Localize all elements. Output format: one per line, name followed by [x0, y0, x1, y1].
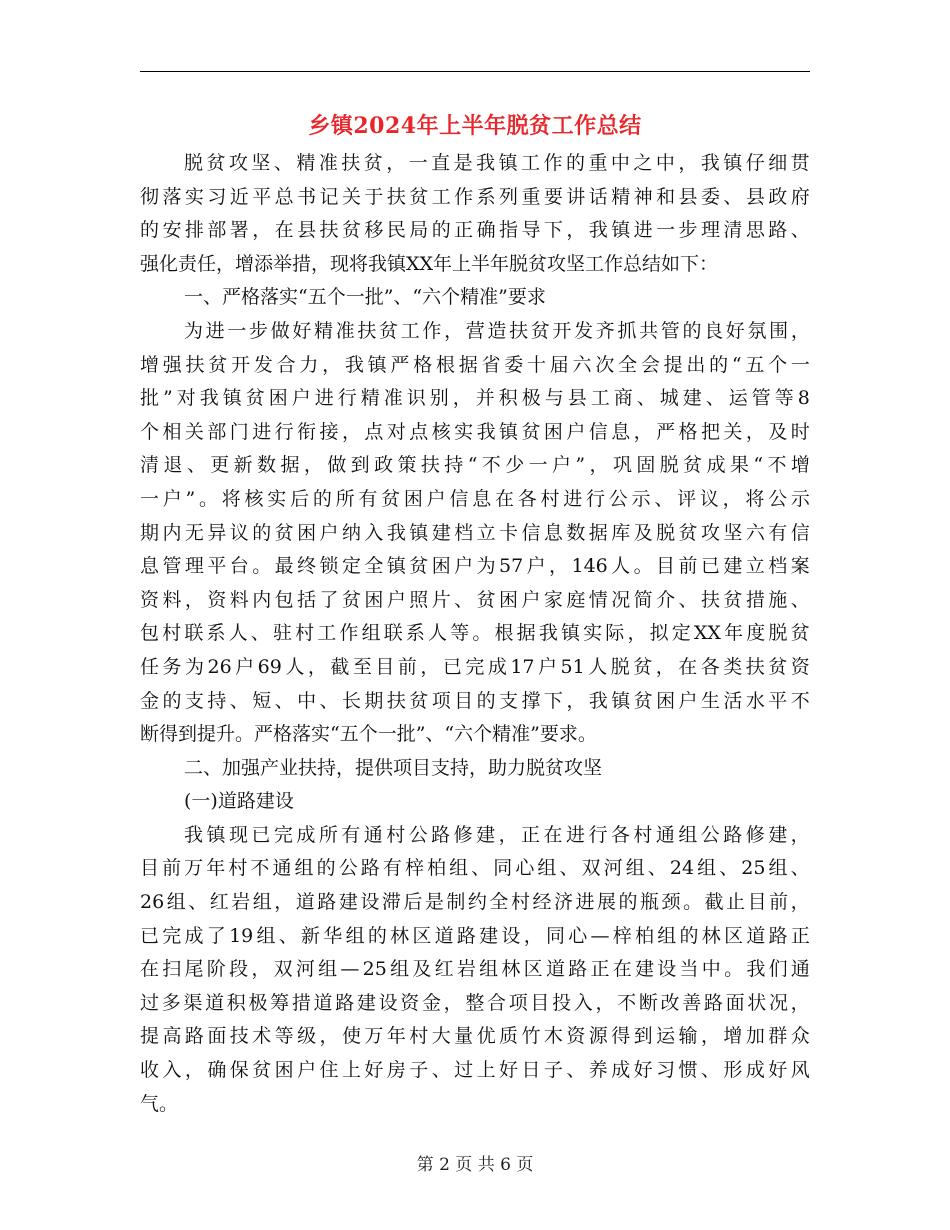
body-line: 任 务 为 26 户 69 人 ， 截 至 目 前 ， 已 完 成 17 户 51 人 脱 贫 ， 在 各 类 扶 贫 资 — [140, 655, 810, 678]
body-line: 包 村 联 系 人 、 驻 村 工 作 组 联 系 人 等 。 根 据 我 镇 实 际 ， 拟 定 XX 年 度 脱 贫 — [140, 622, 810, 645]
body-line: 过 多 渠 道 积 极 筹 措 道 路 建 设 资 金 ， 整 合 项 目 投 入 ， 不 断 改 善 路 面 状 况 ， — [140, 991, 810, 1014]
body-line: 一 户 ” 。 将 核 实 后 的 所 有 贫 困 户 信 息 在 各 村 进 行 公 示 、 评 议 ， 将 公 示 — [140, 487, 810, 510]
body-line: 26 组 、 红 岩 组 ， 道 路 建 设 滞 后 是 制 约 全 村 经 济 进 展 的 瓶 颈 。 截 止 目 前 ， — [140, 891, 810, 914]
body-line: 资 料 ， 资 料 内 包 括 了 贫 困 户 照 片 、 贫 困 户 家 庭 情 况 简 介 、 扶 贫 措 施 、 — [140, 588, 810, 611]
body-line: 我 镇 现 已 完 成 所 有 通 村 公 路 修 建 ， 正 在 进 行 各 村 通 组 公 路 修 建 ， — [184, 823, 810, 846]
body-line: 金 的 支 持 、 短 、 中 、 长 期 扶 贫 项 目 的 支 撑 下 ， 我 镇 贫 困 户 生 活 水 平 不 — [140, 689, 810, 712]
page-footer: 第 2 页 共 6 页 — [416, 1155, 534, 1175]
body-line: 彻 落 实 习 近 平 总 书 记 关 于 扶 贫 工 作 系 列 重 要 讲 话 精 神 和 县 委 、 县 政 府 — [140, 185, 810, 208]
body-line: 的 安 排 部 署 ， 在 县 扶 贫 移 民 局 的 正 确 指 导 下 ， 我 镇 进 一 步 理 清 思 路 、 — [140, 219, 810, 242]
body-line: 息 管 理 平 台 。 最 终 锁 定 全 镇 贫 困 户 为 57 户 ， 146 人 。 目 前 已 建 立 档 案 — [140, 555, 810, 578]
body-line: 在 扫 尾 阶 段 ， 双 河 组 — 25 组 及 红 岩 组 林 区 道 路 正 在 建 设 当 中 。 我 们 通 — [140, 958, 810, 981]
body-line: 收 入 ， 确 保 贫 困 户 住 上 好 房 子 、 过 上 好 日 子 、 养 成 好 习 惯 、 形 成 好 风 — [140, 1059, 810, 1082]
body-line: 批 ” 对 我 镇 贫 困 户 进 行 精 准 识 别 ， 并 积 极 与 县 工 商 、 城 建 、 运 管 等 8 — [140, 387, 810, 410]
body-line: 断得到提升。严格落实“五个一批”、“六个精准”要求。 — [140, 723, 597, 746]
body-line: 清 退 、 更 新 数 据 ， 做 到 政 策 扶 持 “ 不 少 一 户 ” ， 巩 固 脱 贫 成 果 “ 不 增 — [140, 454, 810, 477]
document-body — [140, 147, 810, 1121]
body-line: 增 强 扶 贫 开 发 合 力 ， 我 镇 严 格 根 据 省 委 十 届 六 次 全 会 提 出 的 “ 五 个 一 — [140, 353, 810, 376]
body-line: 目 前 万 年 村 不 通 组 的 公 路 有 梓 柏 组 、 同 心 组 、 双 河 组 、 24 组 、 25 组 、 — [140, 857, 810, 880]
document-title: 乡镇2024年上半年脱贫工作总结 — [308, 113, 642, 139]
body-line: 一、严格落实“五个一批”、“六个精准”要求 — [184, 286, 546, 309]
body-line: 已 完 成 了 19 组 、 新 华 组 的 林 区 道 路 建 设 ， 同 心 — 梓 柏 组 的 林 区 道 路 正 — [140, 924, 810, 947]
body-line: 脱 贫 攻 坚 、 精 准 扶 贫 ， 一 直 是 我 镇 工 作 的 重 中 之 中 ， 我 镇 仔 细 贯 — [184, 152, 810, 174]
body-line: 期 内 无 异 议 的 贫 困 户 纳 入 我 镇 建 档 立 卡 信 息 数 据 库 及 脱 贫 攻 坚 六 有 信 — [140, 521, 810, 544]
body-line: 强化责任，增添举措，现将我镇XX年上半年脱贫攻坚工作总结如下： — [140, 252, 719, 275]
body-line: 气。 — [140, 1092, 179, 1115]
header-rule — [140, 71, 810, 72]
body-line: 二、加强产业扶持，提供项目支持，助力脱贫攻坚 — [184, 756, 603, 779]
body-line: (一)道路建设 — [184, 790, 294, 813]
body-line: 个 相 关 部 门 进 行 衔 接 ， 点 对 点 核 实 我 镇 贫 困 户 信 息 ， 严 格 把 关 ， 及 时 — [140, 420, 810, 443]
body-line: 提 高 路 面 技 术 等 级 ， 使 万 年 村 大 量 优 质 竹 木 资 源 得 到 运 输 ， 增 加 群 众 — [140, 1025, 810, 1048]
body-line: 为 进 一 步 做 好 精 准 扶 贫 工 作 ， 营 造 扶 贫 开 发 齐 抓 共 管 的 良 好 氛 围 ， — [184, 319, 810, 342]
